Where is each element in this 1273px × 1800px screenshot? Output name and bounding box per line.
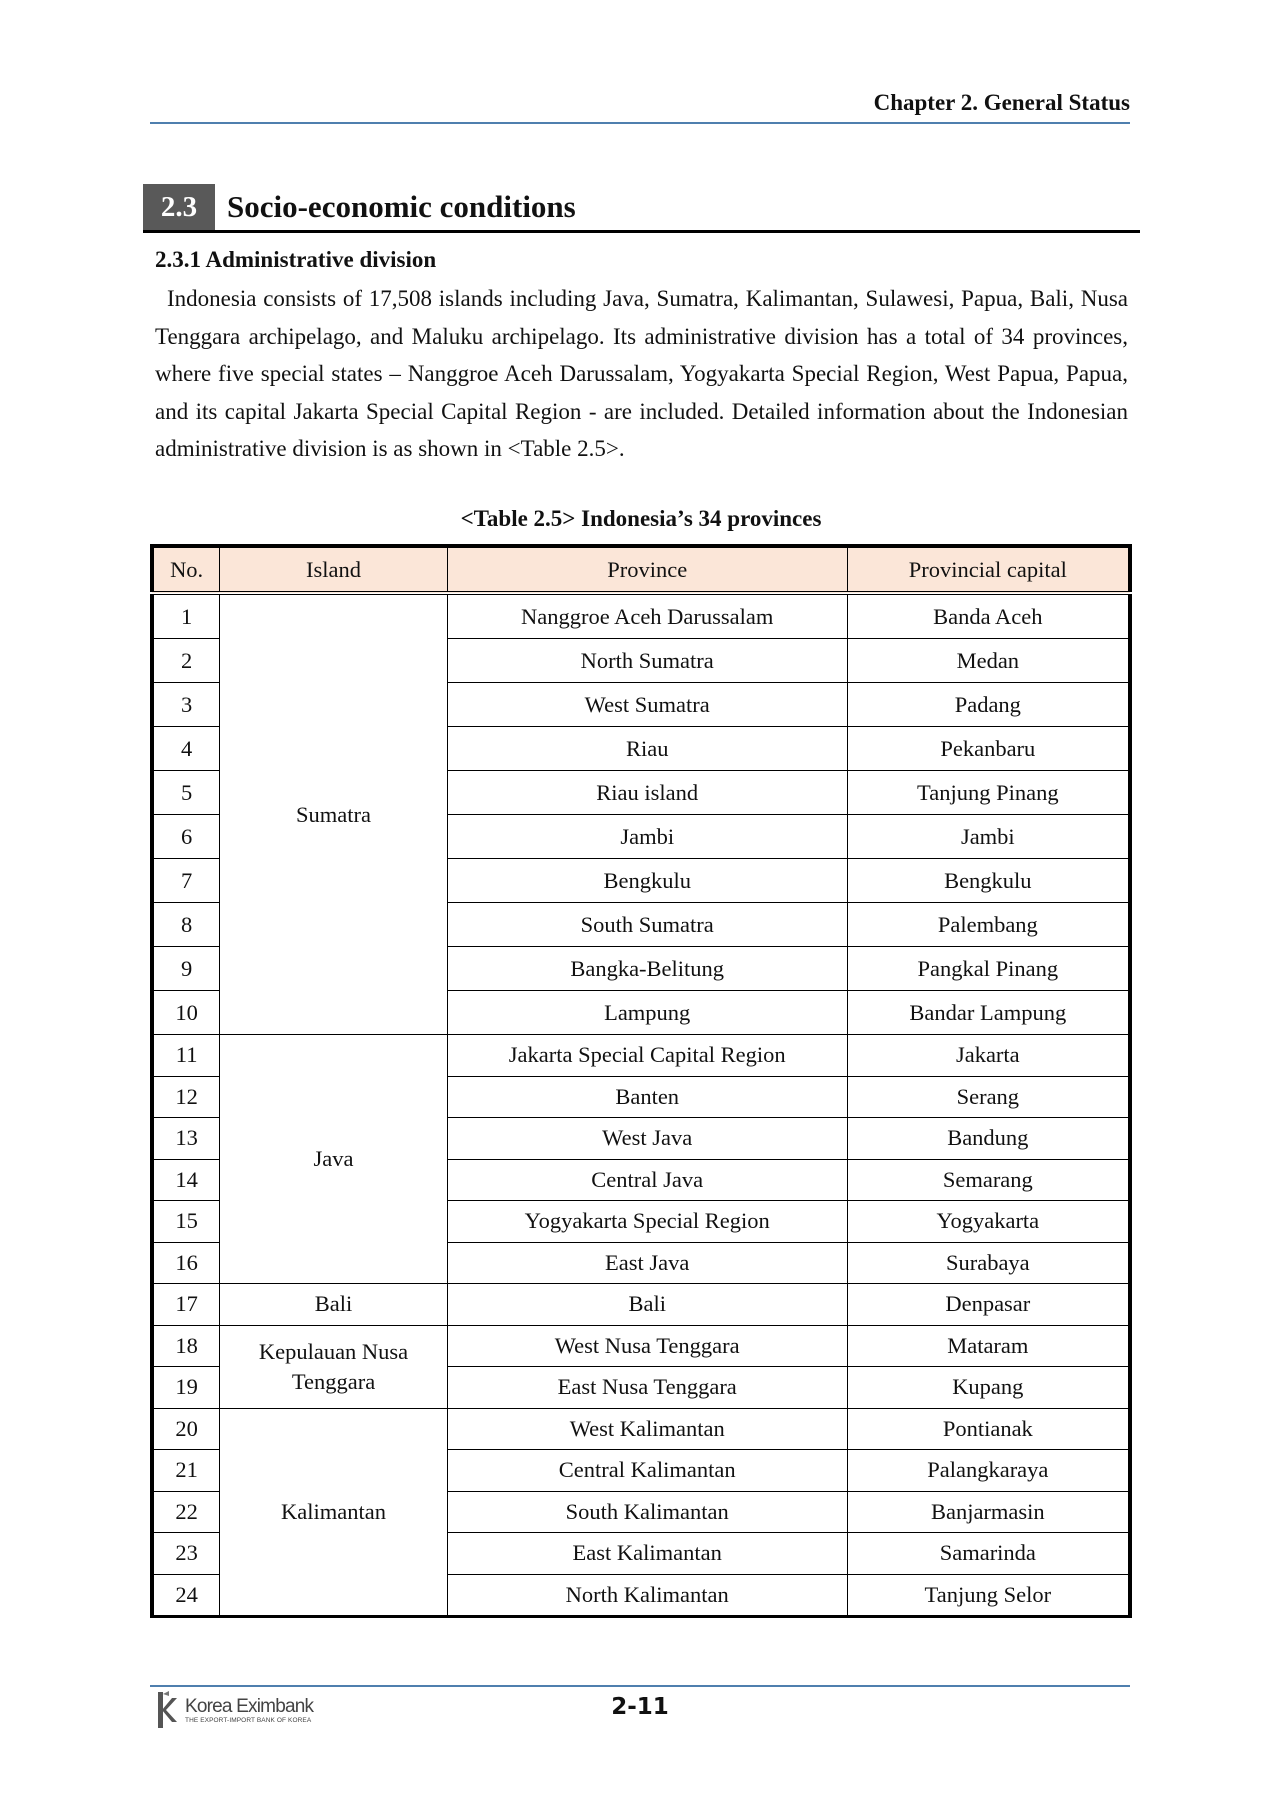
cell-no: 8	[152, 903, 220, 947]
cell-province: South Sumatra	[447, 903, 847, 947]
cell-no: 16	[152, 1242, 220, 1284]
cell-no: 11	[152, 1035, 220, 1077]
table-row	[152, 593, 1130, 639]
cell-province: Riau island	[447, 771, 847, 815]
cell-no: 1	[152, 593, 220, 639]
cell-province: Riau	[447, 727, 847, 771]
cell-province: East Java	[447, 1242, 847, 1284]
cell-province: West Java	[447, 1118, 847, 1160]
section-title: Socio-economic conditions	[227, 189, 576, 224]
cell-province: Bengkulu	[447, 859, 847, 903]
logo-name: Korea Eximbank	[185, 1695, 314, 1717]
cell-capital: Denpasar	[847, 1284, 1130, 1326]
cell-province: Central Kalimantan	[447, 1450, 847, 1492]
cell-no: 9	[152, 947, 220, 991]
cell-no: 20	[152, 1408, 220, 1450]
cell-capital: Semarang	[847, 1159, 1130, 1201]
cell-no: 21	[152, 1450, 220, 1492]
table-header-row	[152, 546, 1130, 593]
cell-island-kalimantan: Kalimantan	[220, 1408, 448, 1617]
cell-province: Banten	[447, 1076, 847, 1118]
cell-capital: Pangkal Pinang	[847, 947, 1130, 991]
cell-province: East Kalimantan	[447, 1533, 847, 1575]
cell-no: 6	[152, 815, 220, 859]
provinces-table	[150, 544, 1132, 1618]
cell-capital: Samarinda	[847, 1533, 1130, 1575]
cell-capital: Surabaya	[847, 1242, 1130, 1284]
cell-province: Bangka-Belitung	[447, 947, 847, 991]
cell-capital: Bandung	[847, 1118, 1130, 1160]
cell-province: North Sumatra	[447, 639, 847, 683]
cell-capital: Jakarta	[847, 1035, 1130, 1077]
cell-capital: Bengkulu	[847, 859, 1130, 903]
cell-capital: Mataram	[847, 1325, 1130, 1367]
cell-no: 12	[152, 1076, 220, 1118]
cell-capital: Yogyakarta	[847, 1201, 1130, 1243]
logo-tagline: THE EXPORT-IMPORT BANK OF KOREA	[185, 1716, 312, 1724]
cell-capital: Tanjung Pinang	[847, 771, 1130, 815]
cell-province: Nanggroe Aceh Darussalam	[447, 593, 847, 639]
cell-capital: Medan	[847, 639, 1130, 683]
column-header-no: No.	[152, 546, 220, 593]
cell-island-bali: Bali	[220, 1284, 448, 1326]
cell-capital: Padang	[847, 683, 1130, 727]
subsection-title: 2.3.1 Administrative division	[155, 247, 437, 272]
cell-no: 2	[152, 639, 220, 683]
cell-capital: Banjarmasin	[847, 1491, 1130, 1533]
table-row	[152, 1035, 1130, 1077]
cell-province: West Sumatra	[447, 683, 847, 727]
cell-capital: Pekanbaru	[847, 727, 1130, 771]
chapter-header: Chapter 2. General Status	[873, 90, 1130, 115]
eximbank-logo-icon	[155, 1690, 181, 1730]
cell-province: Central Java	[447, 1159, 847, 1201]
cell-no: 23	[152, 1533, 220, 1575]
cell-island-java: Java	[220, 1035, 448, 1284]
cell-no: 13	[152, 1118, 220, 1160]
footer-rule	[150, 1685, 1130, 1687]
cell-island-sumatra: Sumatra	[220, 593, 448, 1035]
table-row	[152, 1408, 1130, 1450]
cell-capital: Serang	[847, 1076, 1130, 1118]
cell-province: Yogyakarta Special Region	[447, 1201, 847, 1243]
korea-eximbank-logo	[155, 1690, 313, 1730]
table-row	[152, 1284, 1130, 1326]
cell-capital: Pontianak	[847, 1408, 1130, 1450]
cell-no: 7	[152, 859, 220, 903]
cell-capital: Bandar Lampung	[847, 991, 1130, 1035]
cell-province: Lampung	[447, 991, 847, 1035]
cell-province: West Nusa Tenggara	[447, 1325, 847, 1367]
cell-province: Jambi	[447, 815, 847, 859]
cell-no: 17	[152, 1284, 220, 1326]
cell-capital: Palembang	[847, 903, 1130, 947]
cell-no: 18	[152, 1325, 220, 1367]
body-paragraph: Indonesia consists of 17,508 islands including Java, Sumatra, Kalimantan, Sulawesi, Papua, Bali, Nusa Tenggara archipelago, and Maluku archipelago. Its administrative division has a total of 34 provinces, where five special states – Nanggroe Aceh Darussalam, Yogyakarta Special Region, West Papua, Papua, and its capital Jakarta Special Capital Region - are included. Detailed information about the Indonesian administrative division is as shown in <Table 2.5>.	[155, 286, 1128, 461]
cell-no: 10	[152, 991, 220, 1035]
column-header-island: Island	[220, 546, 448, 593]
cell-capital: Palangkaraya	[847, 1450, 1130, 1492]
cell-no: 24	[152, 1574, 220, 1617]
cell-no: 5	[152, 771, 220, 815]
cell-no: 3	[152, 683, 220, 727]
cell-no: 14	[152, 1159, 220, 1201]
cell-province: Jakarta Special Capital Region	[447, 1035, 847, 1077]
cell-no: 15	[152, 1201, 220, 1243]
cell-province: West Kalimantan	[447, 1408, 847, 1450]
cell-capital: Jambi	[847, 815, 1130, 859]
cell-no: 4	[152, 727, 220, 771]
cell-province: Bali	[447, 1284, 847, 1326]
column-header-capital: Provincial capital	[847, 546, 1130, 593]
cell-capital: Banda Aceh	[847, 593, 1130, 639]
cell-province: North Kalimantan	[447, 1574, 847, 1617]
cell-province: South Kalimantan	[447, 1491, 847, 1533]
section-heading	[143, 184, 1140, 233]
cell-island-nusa-tenggara: Kepulauan Nusa Tenggara	[220, 1325, 448, 1408]
cell-capital: Kupang	[847, 1367, 1130, 1409]
header-rule	[150, 122, 1130, 124]
section-number-badge: 2.3	[143, 184, 215, 230]
cell-province: East Nusa Tenggara	[447, 1367, 847, 1409]
cell-no: 19	[152, 1367, 220, 1409]
cell-capital: Tanjung Selor	[847, 1574, 1130, 1617]
column-header-province: Province	[447, 546, 847, 593]
table-row	[152, 1325, 1130, 1367]
page-number: 2-11	[611, 1694, 669, 1720]
table-caption: <Table 2.5> Indonesia’s 34 provinces	[460, 506, 822, 531]
cell-no: 22	[152, 1491, 220, 1533]
